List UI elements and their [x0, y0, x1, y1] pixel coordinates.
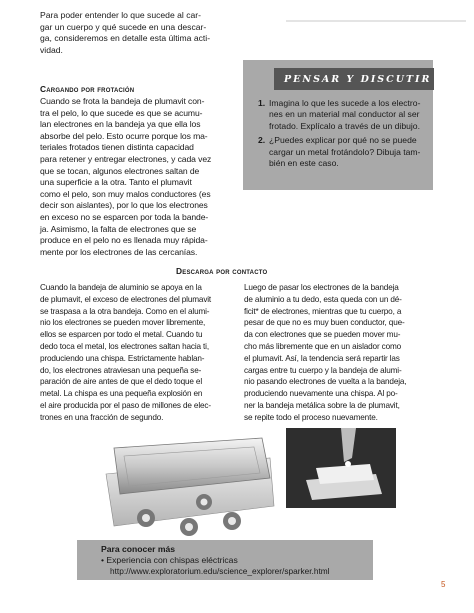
faded-header-text [286, 20, 466, 32]
question-text: Imagina lo que les sucede a los electro- nes en un material mal conductor al ser frotado. Explícalo a través de un dibujo. [269, 98, 421, 131]
resources-box [77, 540, 373, 580]
question-text: ¿Puedes explicar por qué no se puede cargar un metal frotándolo? Dibuja tam- bién en este caso. [269, 135, 421, 169]
page-number: 5 [441, 580, 446, 589]
resources-item: • Experiencia con chispas eléctricas [101, 555, 238, 565]
photo-styrofoam-tray [94, 428, 280, 546]
section-body-descarga-right: Luego de pasar los electrones de la bandeja de aluminio a tu dedo, esta queda con un dé- ficit* de electrones, mientras que tu cuerpo, a pesar de que no es muy buen conductor, que- da con electrones que se pueden mover mu- cho más libremente que en un aislador como el plumavit. Así, la tendencia será repartir las cargas entre tu cuerpo y la bandeja de alumi- nio pasando electrones de vuelta a la bandeja, produciendo nuevamente una chispa. Al po- ner la bandeja metálica sobre la de plumavit, se repite todo el proceso nuevamente. [244, 283, 407, 422]
discussion-banner-label: PENSAR Y DISCUTIR [284, 73, 432, 85]
discussion-banner [274, 68, 434, 90]
section-heading-frotacion: Cargando por frotación [40, 84, 135, 94]
discussion-questions [258, 98, 436, 172]
question-number: 2. [258, 135, 266, 146]
section-body-descarga-left: Cuando la bandeja de aluminio se apoya en la de plumavit, el exceso de electrones del plumavit se traspasa a la otra bandeja. Como en el alumi- nio los electrones se pueden mover libremente, ellos se esparcen por todo el metal. Cuando tu dedo toca el metal, los electrones saltan hacia ti, produciendo una chispa. Estrictamente hablan- do, los electrones atraviesan una pequeña se- paración de aire antes de que el dedo toque el metal. La chispa es una pequeña explosión en el aire producida por el paso de millones de elec- trones en una fracción de segundo. [40, 283, 212, 422]
resources-url[interactable]: http://www.exploratorium.edu/science_explorer/sparker.html [110, 566, 330, 576]
question-number: 1. [258, 98, 266, 108]
section-heading-descarga: Descarga por contacto [176, 266, 268, 276]
question-item [258, 135, 436, 169]
photo-spark-finger [286, 428, 396, 508]
intro-paragraph: Para poder entender lo que sucede al car- gar un cuerpo y qué sucede en una descar- ga, consideremos en detalle esta última acti- vidad. [40, 10, 211, 55]
resources-title: Para conocer más [101, 544, 176, 554]
section-body-frotacion: Cuando se frota la bandeja de plumavit con- tra el pelo, lo que sucede es que se acumu- lan electrones en la bandeja ya que ella los absorbe del pelo. Esto ocurre porque los ma- teriales frotados tienen distinta capacidad para retener y entregar electrones, y cada vez que se tocan, algunos electrones saltan de una superficie a la otra. Tanto el plumavit como el pelo, son muy malos conductores (es decir son aislantes), por lo que los electrones en exceso no se esparcen por toda la bande- ja. Asimismo, la falta de electrones que se produce en el pelo no es llenada muy rápida- mente por los electrones de las cercanías. [40, 96, 212, 257]
question-item [258, 98, 436, 132]
